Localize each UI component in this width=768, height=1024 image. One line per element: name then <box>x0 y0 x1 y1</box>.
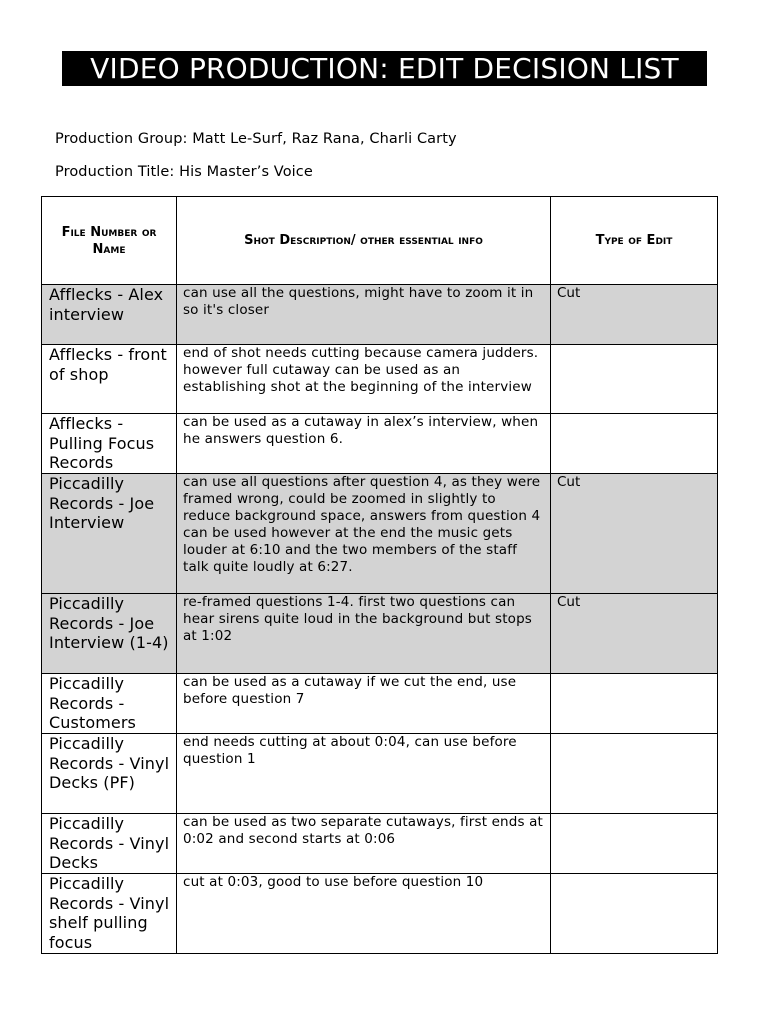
cell-file-name: Piccadilly Records - Vinyl Decks (PF) <box>42 734 177 814</box>
edit-decision-table <box>41 196 718 954</box>
table-header-row <box>42 197 718 285</box>
cell-description: can be used as a cutaway in alex’s interview, when he answers question 6. <box>177 414 551 474</box>
cell-description: end of shot needs cutting because camera judders. however full cutaway can be used as an establishing shot at the beginning of the interview <box>177 345 551 414</box>
header-shot-description: Shot Description/ other essential info <box>177 197 551 285</box>
header-file-number: File Number or Name <box>42 197 177 285</box>
cell-edit-type <box>551 734 718 814</box>
cell-edit-type <box>551 874 718 954</box>
table-row <box>42 474 718 594</box>
cell-description: re-framed questions 1-4. first two questions can hear sirens quite loud in the background but stops at 1:02 <box>177 594 551 674</box>
table-row <box>42 285 718 345</box>
cell-description: cut at 0:03, good to use before question 10 <box>177 874 551 954</box>
table-row <box>42 874 718 954</box>
cell-edit-type: Cut <box>551 285 718 345</box>
table-row <box>42 414 718 474</box>
cell-file-name: Afflecks - front of shop <box>42 345 177 414</box>
cell-file-name: Afflecks - Alex interview <box>42 285 177 345</box>
cell-file-name: Piccadilly Records - Vinyl shelf pulling focus <box>42 874 177 954</box>
table-row <box>42 674 718 734</box>
cell-edit-type <box>551 345 718 414</box>
cell-file-name: Piccadilly Records - Vinyl Decks <box>42 814 177 874</box>
cell-description: can use all questions after question 4, as they were framed wrong, could be zoomed in slightly to reduce background space, answers from question 4 can be used however at the end the music gets louder at 6:10 and the two members of the staff talk quite loudly at 6:27. <box>177 474 551 594</box>
table-row <box>42 345 718 414</box>
table-row <box>42 814 718 874</box>
production-title: Production Title: His Master’s Voice <box>55 164 313 180</box>
header-type-of-edit: Type of Edit <box>551 197 718 285</box>
cell-description: can use all the questions, might have to zoom it in so it's closer <box>177 285 551 345</box>
cell-edit-type <box>551 814 718 874</box>
table-row <box>42 594 718 674</box>
cell-file-name: Piccadilly Records - Joe Interview (1-4) <box>42 594 177 674</box>
cell-file-name: Piccadilly Records - Customers <box>42 674 177 734</box>
cell-edit-type: Cut <box>551 474 718 594</box>
cell-description: can be used as a cutaway if we cut the end, use before question 7 <box>177 674 551 734</box>
cell-file-name: Afflecks - Pulling Focus Records <box>42 414 177 474</box>
cell-edit-type <box>551 414 718 474</box>
cell-description: can be used as two separate cutaways, first ends at 0:02 and second starts at 0:06 <box>177 814 551 874</box>
cell-file-name: Piccadilly Records - Joe Interview <box>42 474 177 594</box>
cell-edit-type <box>551 674 718 734</box>
document-title: VIDEO PRODUCTION: EDIT DECISION LIST <box>62 51 707 86</box>
cell-description: end needs cutting at about 0:04, can use before question 1 <box>177 734 551 814</box>
production-group: Production Group: Matt Le-Surf, Raz Rana, Charli Carty <box>55 131 457 147</box>
table-row <box>42 734 718 814</box>
cell-edit-type: Cut <box>551 594 718 674</box>
